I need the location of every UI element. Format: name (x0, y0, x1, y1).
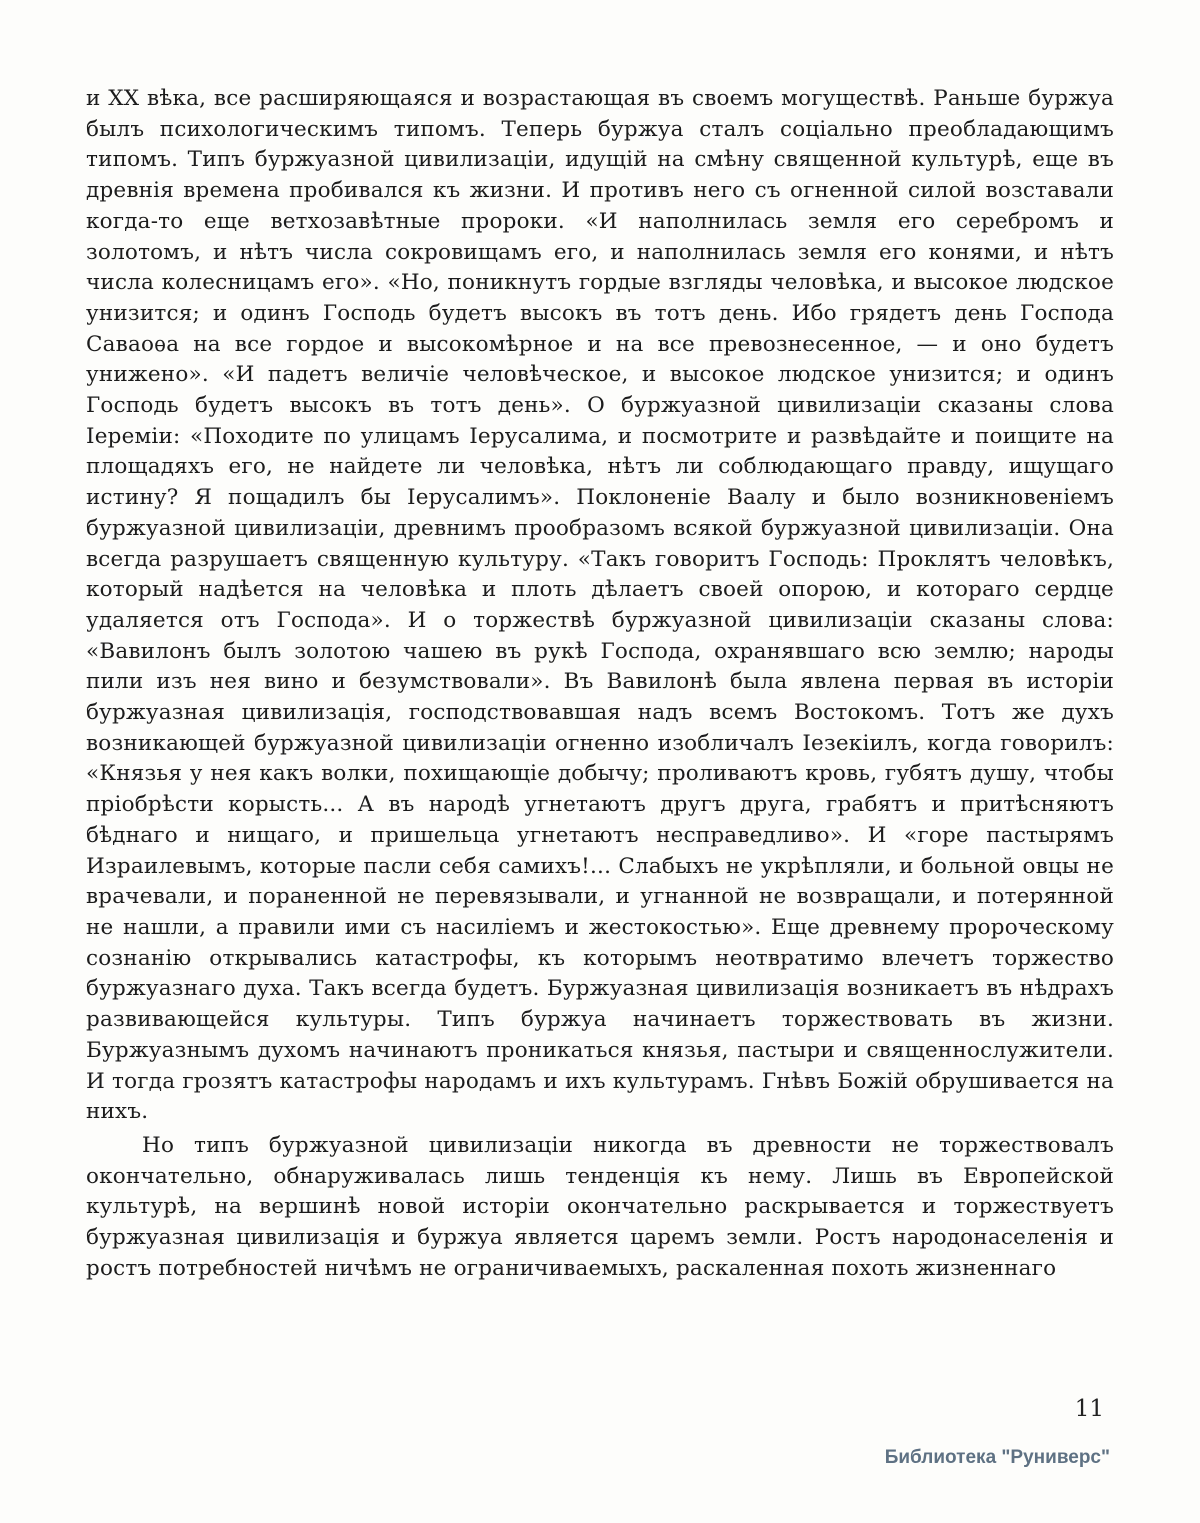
paragraph-continued: и ХХ вѣка, все расширяющаяся и возрастающая въ своемъ могуществѣ. Раньше буржуа былъ психологическимъ типомъ. Теперь буржуа сталъ соціально преобладающимъ типомъ. Типъ буржуазной цивилизаціи, идущій на смѣну священной культурѣ, еще въ древнія времена пробивался къ жизни. И противъ него съ огненной силой возставали когда-то еще ветхозавѣтные пророки. «И наполнилась земля его серебромъ и золотомъ, и нѣтъ числа сокровищамъ его, и наполнилась земля его конями, и нѣтъ числа колесницамъ его». «Но, поникнутъ гордые взгляды человѣка, и высокое людское унизится; и одинъ Господь будетъ высокъ въ тотъ день. Ибо грядетъ день Господа Саваоѳа на все гордое и высокомѣрное и на все превознесенное, — и оно будетъ унижено». «И падетъ величіе человѣческое, и высокое людское унизится; и одинъ Господь будетъ высокъ въ тотъ день». О буржуазной цивилизаціи сказаны слова Іереміи: «Походите по улицамъ Іерусалима, и посмотрите и развѣдайте и поищите на площадяхъ его, не найдете ли человѣка, нѣтъ ли соблюдающаго правду, ищущаго истину? Я пощадилъ бы Іерусалимъ». Поклоненіе Ваалу и было возникновеніемъ буржуазной цивилизаціи, древнимъ прообразомъ всякой буржуазной цивилизаціи. Она всегда разрушаетъ священную культуру. «Такъ говоритъ Господь: Проклятъ человѣкъ, который надѣется на человѣка и плоть дѣлаетъ своей опорою, и котораго сердце удаляется отъ Господа». И о торжествѣ буржуазной цивилизаціи сказаны слова: «Вавилонъ былъ золотою чашею въ рукѣ Господа, охранявшаго всю землю; народы пили изъ нея вино и безумствовали». Въ Вавилонѣ была явлена первая въ исторіи буржуазная цивилизація, господствовавшая надъ всемъ Востокомъ. Тотъ же духъ возникающей буржуазной цивилизаціи огненно изобличалъ Іезекіилъ, когда говорилъ: «Князья у нея какъ волки, похищающіе добычу; проливаютъ кровь, губятъ душу, чтобы пріобрѣсти корысть... А въ народѣ угнетаютъ другъ друга, грабятъ и притѣсняютъ бѣднаго и нищаго, и пришельца угнетаютъ несправедливо». И «горе пастырямъ Израилевымъ, которые пасли себя самихъ!... Слабыхъ не укрѣпляли, и больной овцы не врачевали, и пораненной не перевязывали, и угнанной не возвращали, и потерянной не нашли, а правили ими съ насиліемъ и жестокостью». Еще древнему пророческому сознанію открывались катастрофы, къ которымъ неотвратимо влечетъ торжество буржуазнаго духа. Такъ всегда будетъ. Буржуазная цивилизація возникаетъ въ нѣдрахъ развивающейся культуры. Типъ буржуа начинаетъ торжествовать въ жизни. Буржуазнымъ духомъ начинаютъ проникаться князья, пастыри и священнослужители. И тогда грозятъ катастрофы народамъ и ихъ культурамъ. Гнѣвъ Божій обрушивается на нихъ. (86, 86, 1114, 1125)
paragraph: Но типъ буржуазной цивилизаціи никогда въ древности не торжествовалъ окончательно, обнаруживалась лишь тенденція къ нему. Лишь въ Европейской культурѣ, на вершинѣ новой исторіи окончательно раскрывается и торжествуетъ буржуазная цивилизація и буржуа является царемъ земли. Ростъ народонаселенія и ростъ потребностей ничѣмъ не ограничиваемыхъ, раскаленная похоть жизненнаго (86, 1132, 1114, 1281)
page-text (86, 84, 1114, 1284)
library-watermark: Библиотека "Руниверс" (884, 1447, 1110, 1468)
page-number: 11 (1074, 1396, 1104, 1422)
